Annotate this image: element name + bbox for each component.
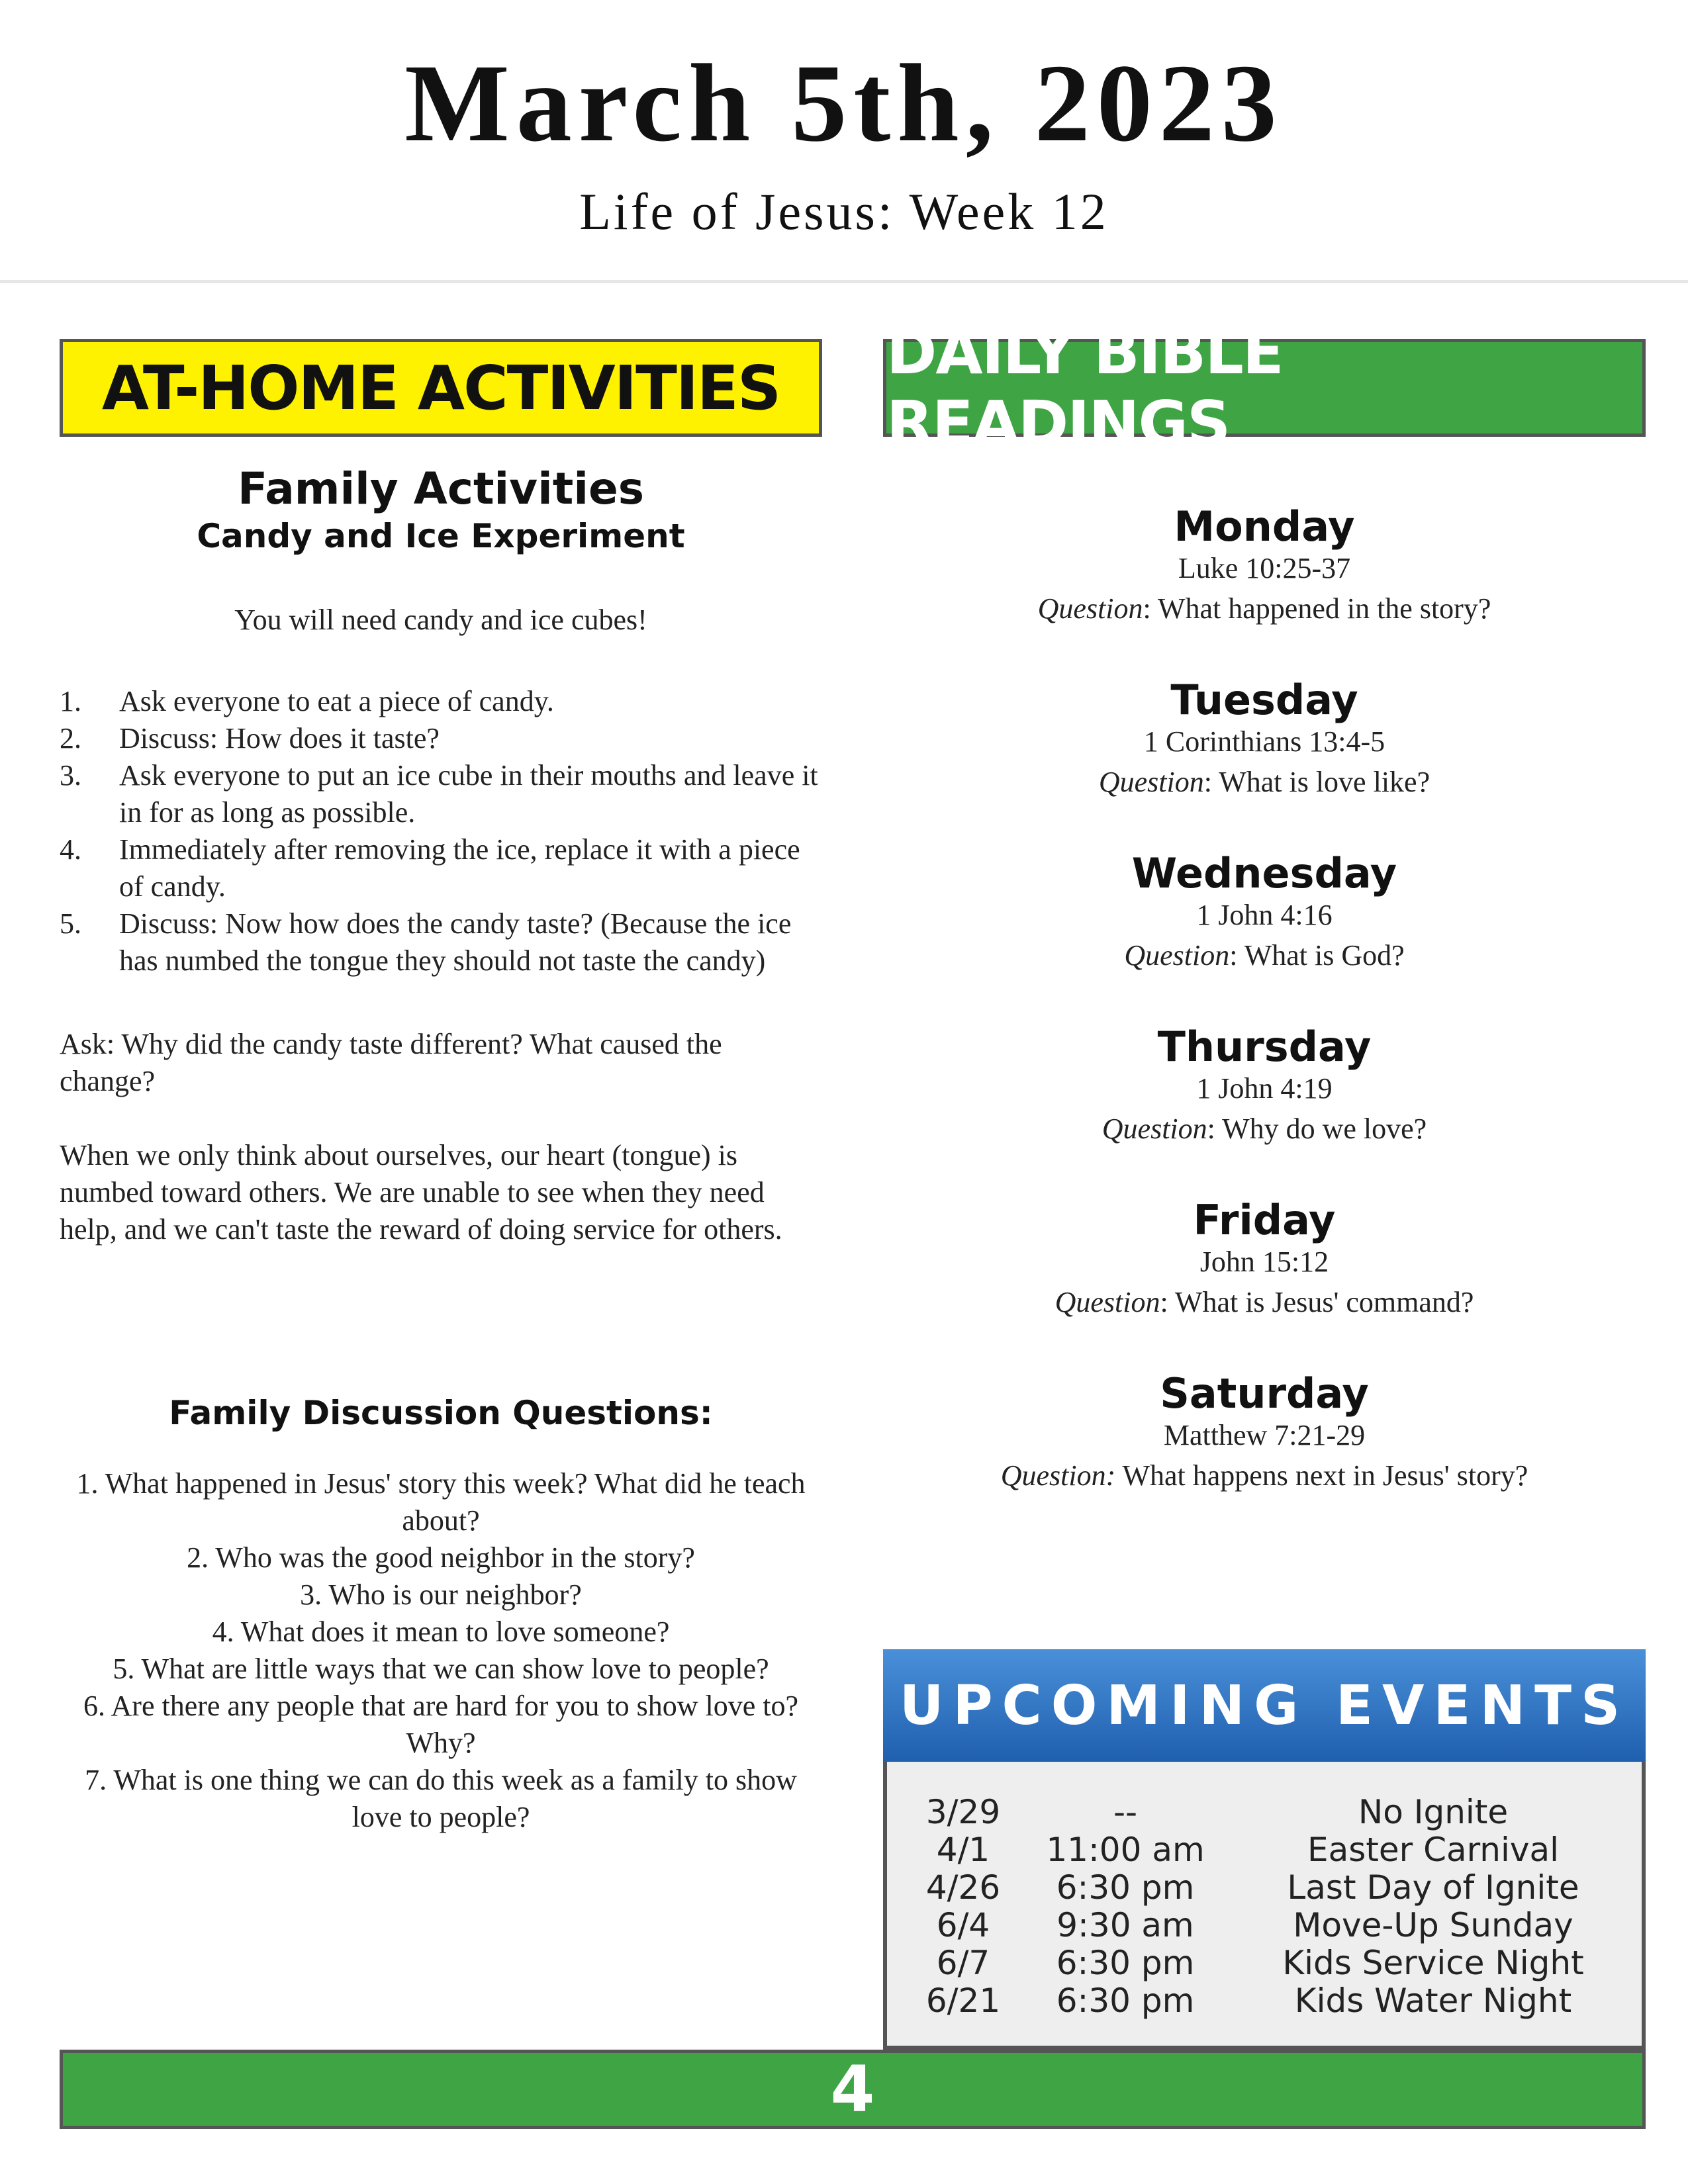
question-separator: :: [1203, 766, 1212, 798]
daily-readings-column: [883, 503, 1646, 1543]
step-text: Ask everyone to eat a piece of candy.: [119, 685, 554, 717]
ask-paragraph: Ask: Why did the candy taste different? What caused the change?: [60, 1028, 722, 1097]
day-name: Saturday: [1160, 1369, 1369, 1418]
event-time: 9:30 am: [1056, 1906, 1194, 1944]
question-text: What happened in the story?: [1150, 592, 1491, 625]
upcoming-events-banner: UPCOMING EVENTS: [883, 1649, 1646, 1762]
question-separator: :: [1207, 1113, 1215, 1145]
day-name: Tuesday: [1170, 676, 1358, 724]
discussion-questions: [60, 1465, 822, 1836]
list-item: 4. What does it mean to love someone?: [212, 1615, 670, 1648]
reading-tuesday: [883, 676, 1646, 805]
event-name: Easter Carnival: [1307, 1831, 1560, 1869]
scripture-reference: Luke 10:25-37: [1178, 552, 1351, 584]
event-name: Kids Service Night: [1282, 1944, 1584, 1982]
event-row: [887, 1794, 1642, 1831]
at-home-activities-banner: AT-HOME ACTIVITIES: [60, 339, 822, 437]
list-item: [60, 757, 822, 831]
reading-wednesday: [883, 850, 1646, 978]
page-header: [0, 0, 1688, 283]
list-item: [60, 720, 822, 757]
explanation-paragraph: When we only think about ourselves, our heart (tongue) is numbed toward others. We are unable to see when they need help, and we can't taste the reward of doing service for others.: [60, 1139, 782, 1246]
event-name: Kids Water Night: [1294, 1981, 1572, 2020]
list-item: 1. What happened in Jesus' story this week? What did he teach about?: [76, 1467, 806, 1537]
reading-friday: [883, 1197, 1646, 1325]
step-text: Discuss: Now how does the candy taste? (Because the ice has numbed the tongue they should not taste the candy): [119, 907, 792, 977]
at-home-activities-column: [60, 457, 822, 1836]
reading-question: [883, 1453, 1646, 1498]
reading-question: [883, 586, 1646, 631]
event-date: 4/26: [925, 1868, 1001, 1907]
experiment-steps: [60, 683, 822, 979]
scripture-reference: 1 Corinthians 13:4-5: [1143, 725, 1385, 758]
question-label: Question:: [1000, 1459, 1116, 1492]
step-number: 3.: [60, 759, 81, 792]
event-time: --: [1113, 1793, 1138, 1831]
reading-question: [883, 1107, 1646, 1152]
question-label: Question: [1055, 1286, 1160, 1318]
list-item: 7. What is one thing we can do this week as a family to show love to people?: [85, 1764, 797, 1833]
experiment-heading: Candy and Ice Experiment: [197, 517, 685, 555]
reading-question: [883, 760, 1646, 805]
scripture-reference: John 15:12: [1199, 1246, 1329, 1278]
supplies-note: You will need candy and ice cubes!: [234, 604, 647, 636]
question-text: What is love like?: [1212, 766, 1430, 798]
event-time: 6:30 pm: [1056, 1944, 1195, 1982]
list-item: 5. What are little ways that we can show love to people?: [113, 1653, 769, 1685]
reading-question: [883, 933, 1646, 978]
event-name: No Ignite: [1358, 1793, 1509, 1831]
question-text: What happens next in Jesus' story?: [1115, 1459, 1528, 1492]
event-date: 6/21: [925, 1981, 1001, 2020]
reading-monday: [883, 503, 1646, 631]
day-name: Monday: [1174, 502, 1355, 551]
day-name: Thursday: [1157, 1023, 1372, 1071]
family-activities-heading: Family Activities: [237, 463, 644, 514]
question-separator: :: [1160, 1286, 1168, 1318]
event-time: 11:00 am: [1046, 1831, 1205, 1869]
list-item: [60, 683, 822, 720]
question-separator: :: [1229, 939, 1238, 972]
event-name: Last Day of Ignite: [1287, 1868, 1579, 1907]
list-item: 6. Are there any people that are hard for you to show love to? Why?: [83, 1690, 799, 1759]
reading-saturday: [883, 1370, 1646, 1498]
event-row: [887, 1869, 1642, 1907]
page-subtitle: Life of Jesus: Week 12: [579, 183, 1109, 240]
event-date: 4/1: [936, 1831, 990, 1869]
question-label: Question: [1098, 766, 1204, 798]
day-name: Wednesday: [1131, 849, 1397, 897]
upcoming-events-box: [883, 1649, 1646, 2050]
page-number-bar: [60, 2050, 1646, 2129]
list-item: [60, 905, 822, 979]
event-date: 3/29: [925, 1793, 1001, 1831]
scripture-reference: 1 John 4:16: [1196, 899, 1333, 931]
list-item: 2. Who was the good neighbor in the story?: [187, 1541, 695, 1574]
event-name: Move-Up Sunday: [1293, 1906, 1573, 1944]
page-number: 4: [830, 2052, 875, 2126]
event-time: 6:30 pm: [1056, 1868, 1195, 1907]
step-number: 2.: [60, 722, 81, 754]
list-item: 3. Who is our neighbor?: [300, 1578, 582, 1611]
reading-question: [883, 1280, 1646, 1325]
event-row: [887, 1982, 1642, 2020]
day-name: Friday: [1193, 1196, 1336, 1244]
event-date: 6/4: [936, 1906, 990, 1944]
list-item: [60, 831, 822, 905]
question-label: Question: [1037, 592, 1143, 625]
event-row: [887, 1831, 1642, 1869]
question-label: Question: [1102, 1113, 1207, 1145]
step-text: Ask everyone to put an ice cube in their mouths and leave it in for as long as possible.: [119, 759, 818, 829]
step-number: 4.: [60, 833, 81, 866]
question-text: What is Jesus' command?: [1168, 1286, 1474, 1318]
discussion-heading: Family Discussion Questions:: [169, 1394, 713, 1432]
event-date: 6/7: [936, 1944, 990, 1982]
event-time: 6:30 pm: [1056, 1981, 1195, 2020]
step-text: Discuss: How does it taste?: [119, 722, 440, 754]
question-text: What is God?: [1237, 939, 1405, 972]
daily-bible-readings-banner: DAILY BIBLE READINGS: [883, 339, 1646, 437]
event-row: [887, 1944, 1642, 1982]
question-separator: :: [1143, 592, 1151, 625]
page-title: March 5th, 2023: [404, 42, 1284, 165]
step-text: Immediately after removing the ice, replace it with a piece of candy.: [119, 833, 800, 903]
question-label: Question: [1124, 939, 1230, 972]
reading-thursday: [883, 1023, 1646, 1152]
scripture-reference: Matthew 7:21-29: [1163, 1419, 1366, 1451]
events-list: [883, 1762, 1646, 2050]
step-number: 5.: [60, 907, 81, 940]
event-row: [887, 1907, 1642, 1944]
scripture-reference: 1 John 4:19: [1196, 1072, 1333, 1105]
question-text: Why do we love?: [1215, 1113, 1427, 1145]
step-number: 1.: [60, 685, 81, 717]
